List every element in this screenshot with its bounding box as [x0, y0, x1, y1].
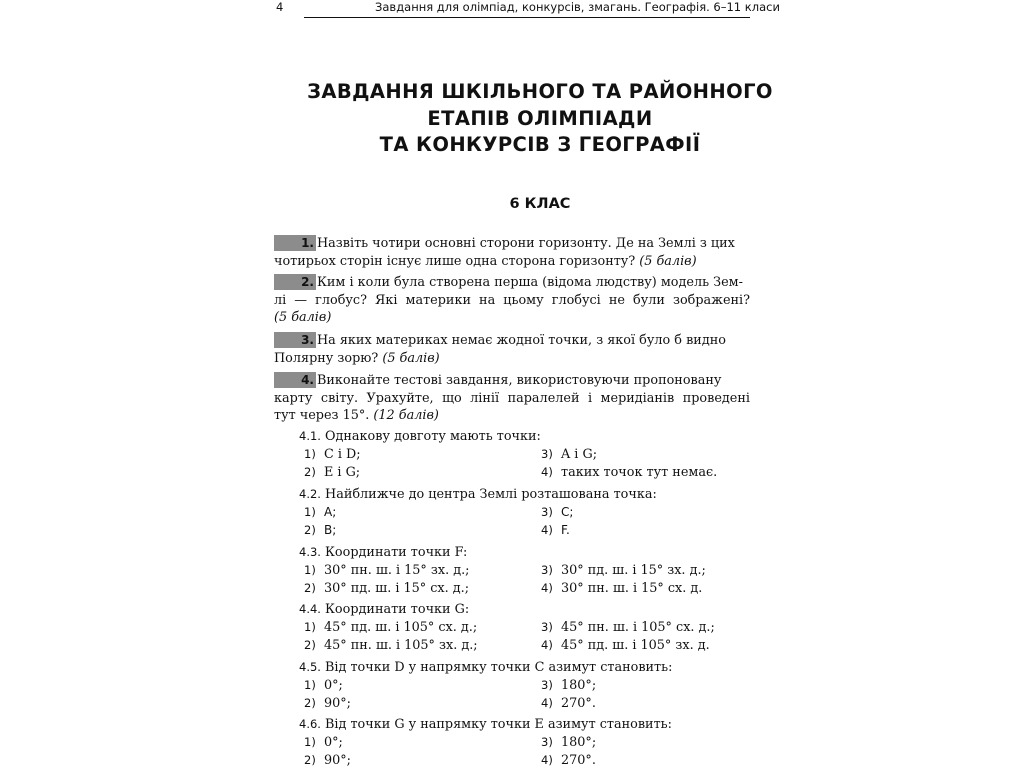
subquestion-4-4: [299, 601, 749, 656]
page-title: [260, 79, 820, 159]
answer-option: 3) 180°;: [541, 734, 597, 750]
question-2: [274, 274, 750, 327]
subquestion-number: 4.4.: [299, 602, 321, 616]
header-rule: [304, 17, 750, 18]
answer-option: 2) E і G;: [304, 465, 361, 481]
answer-option: 2) B;: [304, 523, 337, 538]
subquestion-text: Від точки G у напрямку точки E азимут становить:: [325, 717, 672, 732]
question-points: (5 балів): [274, 310, 332, 325]
answer-option: 3) 45° пн. ш. і 105° сх. д.;: [541, 619, 715, 635]
answer-option: 2) 45° пн. ш. і 105° зх. д.;: [304, 638, 478, 654]
answer-option: 1) 0°;: [304, 677, 343, 693]
subquestion-number: 4.2.: [299, 487, 321, 501]
subquestion-text: Від точки D у напрямку точки C азимут становить:: [325, 660, 673, 675]
subquestion-number: 4.1.: [299, 429, 321, 443]
question-number: 1.: [274, 235, 316, 251]
subquestion-4-1: [299, 428, 749, 483]
question-points: (5 балів): [382, 350, 440, 366]
question-text: Виконайте тестові завдання, використовуючи пропоновану: [317, 373, 722, 388]
question-1: [274, 235, 750, 270]
title-line-2: ЕТАПІВ ОЛІМПІАДИ: [427, 106, 653, 130]
question-number: 3.: [274, 332, 316, 348]
question-number: 4.: [274, 372, 316, 388]
title-line-1: ЗАВДАННЯ ШКІЛЬНОГО ТА РАЙОННОГО: [307, 80, 773, 103]
answer-option: 1) 30° пн. ш. і 15° зх. д.;: [304, 562, 470, 578]
subquestion-4-5: [299, 659, 749, 714]
answer-option: 4) 270°.: [541, 753, 596, 769]
question-points: (12 балів): [373, 408, 439, 423]
subquestion-number: 4.6.: [299, 717, 321, 731]
answer-option: 4) 30° пн. ш. і 15° сх. д.: [541, 581, 703, 597]
question-number: 2.: [274, 274, 316, 290]
subquestion-4-6: [299, 716, 749, 771]
question-text: Ким і коли була створена перша (відома людству) модель Зем-: [317, 275, 743, 290]
answer-option: 4) таких точок тут немає.: [541, 465, 718, 481]
running-title: Завдання для олімпіад, конкурсів, змагань. Географія. 6–11 класи: [375, 0, 780, 14]
question-3: [274, 332, 750, 367]
question-text: карту світу. Урахуйте, що лінії паралелей і меридіанів проведені: [274, 390, 750, 406]
answer-option: 3) 30° пд. ш. і 15° зх. д.;: [541, 562, 706, 578]
answer-option: 1) A;: [304, 504, 337, 519]
question-text: тут через 15°.: [274, 408, 374, 423]
subquestion-4-2: [299, 486, 749, 541]
question-4: [274, 372, 750, 425]
question-text: чотирьох сторін існує лише одна сторона горизонту?: [274, 253, 640, 269]
answer-option: 4) 270°.: [541, 696, 596, 712]
answer-option: 1) C і D;: [304, 446, 361, 462]
question-text: На яких материках немає жодної точки, з якої було б видно: [317, 333, 726, 348]
answer-option: 4) 45° пд. ш. і 105° зх. д.: [541, 638, 710, 654]
answer-option: 2) 30° пд. ш. і 15° сх. д.;: [304, 581, 470, 597]
question-text: Назвіть чотири основні сторони горизонту. Де на Землі з цих: [317, 236, 735, 251]
answer-option: 2) 90°;: [304, 753, 351, 769]
question-text: Полярну зорю?: [274, 350, 383, 366]
subquestion-text: Координати точки F:: [325, 545, 468, 560]
subquestion-4-3: [299, 544, 749, 599]
answer-option: 4) F.: [541, 523, 570, 538]
answer-option: 1) 45° пд. ш. і 105° сх. д.;: [304, 619, 478, 635]
question-text: лі — глобус? Які материки на цьому глобусі не були зображені?: [274, 292, 750, 308]
subquestion-text: Найближче до центра Землі розташована точка:: [325, 487, 657, 502]
subquestion-number: 4.5.: [299, 660, 321, 674]
question-points: (5 балів): [639, 253, 697, 269]
page-number: 4: [276, 0, 284, 14]
answer-option: 1) 0°;: [304, 734, 343, 750]
class-heading: 6 КЛАС: [509, 196, 571, 212]
subquestion-text: Координати точки G:: [325, 602, 470, 617]
subquestion-number: 4.3.: [299, 545, 321, 559]
answer-option: 3) A і G;: [541, 446, 598, 462]
answer-option: 3) C;: [541, 504, 574, 519]
subquestion-text: Однакову довготу мають точки:: [325, 429, 541, 444]
answer-option: 2) 90°;: [304, 696, 351, 712]
answer-option: 3) 180°;: [541, 677, 597, 693]
title-line-3: ТА КОНКУРСІВ З ГЕОГРАФІЇ: [379, 133, 701, 156]
